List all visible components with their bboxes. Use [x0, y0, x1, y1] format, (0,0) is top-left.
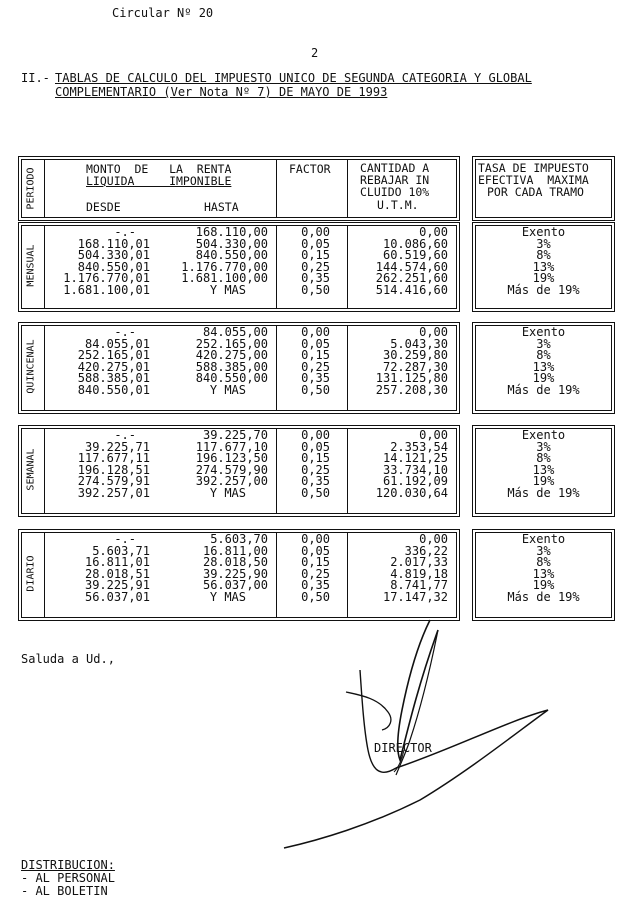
factor-cell: 0,35	[301, 578, 330, 592]
hasta-cell: 117.677,10	[195, 439, 268, 454]
tasa-cell: 8%	[536, 248, 551, 262]
factor-cell: 0,50	[301, 589, 330, 604]
factor-cell: 0,25	[301, 359, 330, 374]
desde-cell: 392.257,01	[77, 485, 150, 500]
desde-cell: -.-	[114, 225, 136, 239]
tasa-cell: 13%	[532, 359, 555, 374]
desde-cell: 39.225,91	[84, 578, 150, 592]
periodo-label: SEMANAL	[25, 448, 37, 491]
tasa-cell: Más de 19%	[507, 485, 580, 500]
tasa-header-line3: POR CADA TRAMO	[487, 185, 584, 199]
desde-cell: 84.055,01	[84, 336, 150, 351]
factor-cell: 0,00	[301, 428, 330, 442]
desde-cell: 5.603,71	[92, 543, 150, 558]
factor-cell: 0,05	[301, 236, 330, 251]
desde-cell: 420.275,01	[77, 359, 150, 374]
desde-cell: 196.128,51	[77, 462, 150, 477]
desde-cell: -.-	[114, 428, 136, 442]
factor-cell: 0,35	[301, 271, 330, 285]
desde-cell: -.-	[114, 325, 136, 339]
dist-item-personal: - AL PERSONAL	[21, 871, 115, 885]
desde-cell: 28.018,51	[84, 566, 150, 581]
column-divider	[44, 225, 45, 309]
tasa-cell: 3%	[536, 543, 551, 558]
periodo-label: QUINCENAL	[25, 339, 37, 394]
desde-cell: 39.225,71	[84, 439, 150, 454]
desde-cell: 1.681.100,01	[63, 282, 150, 297]
tasa-cell: 19%	[532, 371, 555, 385]
periodo-label: DIARIO	[25, 555, 37, 592]
hasta-header: HASTA	[204, 200, 239, 214]
tasa-cell: 19%	[532, 271, 555, 285]
hasta-cell: 39.225,70	[202, 428, 268, 442]
hasta-cell: 840.550,00	[195, 248, 268, 262]
factor-cell: 0,25	[301, 259, 330, 274]
hasta-cell: 1.176.770,00	[181, 259, 268, 274]
cantidad-cell: 144.574,60	[375, 259, 448, 274]
desde-cell: 252.165,01	[77, 348, 150, 362]
tasa-header-line1: TASA DE IMPUESTO	[478, 161, 589, 175]
cantidad-cell: 4.819,18	[390, 566, 448, 581]
cantidad-cell: 262.251,60	[375, 271, 448, 285]
cantidad-header-line2: REBAJAR IN	[360, 173, 430, 187]
tasa-header-line2: EFECTIVA MAXIMA	[478, 173, 589, 187]
column-divider	[347, 225, 348, 309]
tasa-cell: 19%	[532, 474, 555, 488]
desde-cell: 274.579,91	[77, 474, 150, 488]
cantidad-cell: 0,00	[419, 225, 448, 239]
hasta-cell: 16.811,00	[202, 543, 268, 558]
tasa-cell: 8%	[536, 348, 551, 362]
factor-cell: 0,00	[301, 325, 330, 339]
title-line-1: TABLAS DE CALCULO DEL IMPUESTO UNICO DE SEGUNDA CATEGORIA Y GLOBAL	[55, 71, 532, 85]
factor-cell: 0,50	[301, 485, 330, 500]
column-divider	[347, 428, 348, 514]
factor-cell: 0,15	[301, 248, 330, 262]
tasa-cell: Más de 19%	[507, 382, 580, 397]
desde-cell: 588.385,01	[77, 371, 150, 385]
tasa-cell: 3%	[536, 336, 551, 351]
hasta-cell: 56.037,00	[202, 578, 268, 592]
hasta-cell: 28.018,50	[202, 555, 268, 569]
factor-cell: 0,35	[301, 371, 330, 385]
factor-cell: 0,50	[301, 282, 330, 297]
factor-cell: 0,00	[301, 532, 330, 546]
cantidad-cell: 61.192,09	[382, 474, 448, 488]
factor-cell: 0,50	[301, 382, 330, 397]
desde-cell: 168.110,01	[77, 236, 150, 251]
factor-cell: 0,05	[301, 439, 330, 454]
tasa-cell: Exento	[521, 428, 566, 442]
cantidad-header-line4: U.T.M.	[377, 198, 419, 212]
hasta-cell: 392.257,00	[195, 474, 268, 488]
tasa-cell: Más de 19%	[507, 282, 580, 297]
desde-cell: 117.677,11	[77, 451, 150, 465]
hasta-cell: 504.330,00	[195, 236, 268, 251]
hasta-cell: 84.055,00	[202, 325, 268, 339]
hasta-cell: 196.123,50	[195, 451, 268, 465]
column-divider	[276, 225, 277, 309]
desde-cell: 840.550,01	[77, 259, 150, 274]
tasa-cell: 8%	[536, 451, 551, 465]
cantidad-cell: 257.208,30	[375, 382, 448, 397]
hasta-cell: Y MAS	[209, 282, 246, 297]
cantidad-cell: 14.121,25	[382, 451, 448, 465]
cantidad-cell: 33.734,10	[382, 462, 448, 477]
hasta-cell: Y MAS	[209, 485, 246, 500]
tasa-cell: Exento	[521, 225, 566, 239]
hasta-cell: 274.579,90	[195, 462, 268, 477]
cantidad-cell: 0,00	[419, 532, 448, 546]
monto-header-line2: LIQUIDA IMPONIBLE	[86, 174, 232, 188]
distribucion-label: DISTRIBUCION:	[21, 858, 115, 872]
factor-cell: 0,25	[301, 566, 330, 581]
page-number: 2	[311, 46, 319, 60]
cantidad-cell: 2.353,54	[390, 439, 448, 454]
column-divider	[276, 325, 277, 411]
factor-cell: 0,15	[301, 348, 330, 362]
dist-item-boletin: - AL BOLETIN	[21, 884, 108, 898]
column-divider	[44, 428, 45, 514]
director-signature	[270, 600, 570, 860]
tasa-cell: 3%	[536, 236, 551, 251]
column-divider	[347, 325, 348, 411]
cantidad-cell: 0,00	[419, 325, 448, 339]
column-divider	[44, 532, 45, 618]
factor-cell: 0,05	[301, 543, 330, 558]
tasa-cell: Exento	[521, 532, 566, 546]
hasta-cell: 39.225,90	[202, 566, 268, 581]
cantidad-header-line1: CANTIDAD A	[360, 161, 430, 175]
tasa-cell: 13%	[532, 259, 555, 274]
hasta-cell: 252.165,00	[195, 336, 268, 351]
director-label: DIRECTOR	[374, 741, 432, 755]
factor-cell: 0,00	[301, 225, 330, 239]
tasa-cell: 3%	[536, 439, 551, 454]
hasta-cell: 588.385,00	[195, 359, 268, 374]
tasa-cell: 8%	[536, 555, 551, 569]
tasa-cell: Más de 19%	[507, 589, 580, 604]
factor-cell: 0,35	[301, 474, 330, 488]
circular-number: Circular Nº 20	[112, 6, 214, 20]
tasa-cell: Exento	[521, 325, 566, 339]
hasta-cell: Y MAS	[209, 589, 246, 604]
hasta-cell: 840.550,00	[195, 371, 268, 385]
cantidad-cell: 131.125,80	[375, 371, 448, 385]
title-prefix: II.-	[21, 71, 50, 85]
cantidad-cell: 8.741,77	[390, 578, 448, 592]
cantidad-cell: 30.259,80	[382, 348, 448, 362]
factor-cell: 0,25	[301, 462, 330, 477]
column-divider	[276, 428, 277, 514]
cantidad-header-line3: CLUIDO 10%	[360, 185, 430, 199]
desde-cell: 56.037,01	[84, 589, 150, 604]
cantidad-cell: 336,22	[404, 543, 448, 558]
cantidad-cell: 17.147,32	[382, 589, 448, 604]
hasta-cell: 5.603,70	[210, 532, 268, 546]
tasa-cell: 13%	[532, 462, 555, 477]
tasa-cell: 19%	[532, 578, 555, 592]
desde-cell: 840.550,01	[77, 382, 150, 397]
column-divider	[44, 325, 45, 411]
hasta-cell: 420.275,00	[195, 348, 268, 362]
cantidad-cell: 2.017,33	[390, 555, 448, 569]
title-line-2: COMPLEMENTARIO (Ver Nota Nº 7) DE MAYO DE 1993	[55, 85, 388, 99]
cantidad-cell: 120.030,64	[375, 485, 448, 500]
factor-cell: 0,05	[301, 336, 330, 351]
cantidad-cell: 10.086,60	[382, 236, 448, 251]
factor-cell: 0,15	[301, 451, 330, 465]
hasta-cell: 1.681.100,00	[181, 271, 268, 285]
monto-header-line1: MONTO DE LA RENTA	[86, 162, 232, 176]
desde-cell: 16.811,01	[84, 555, 150, 569]
desde-cell: -.-	[114, 532, 136, 546]
cantidad-cell: 5.043,30	[390, 336, 448, 351]
cantidad-cell: 60.519,60	[382, 248, 448, 262]
factor-header: FACTOR	[289, 162, 331, 176]
saluda-text: Saluda a Ud.,	[21, 652, 115, 666]
desde-header: DESDE	[86, 200, 121, 214]
cantidad-cell: 72.287,30	[382, 359, 448, 374]
desde-cell: 504.330,01	[77, 248, 150, 262]
periodo-header: PERIODO	[25, 167, 37, 210]
cantidad-cell: 514.416,60	[375, 282, 448, 297]
factor-cell: 0,15	[301, 555, 330, 569]
cantidad-cell: 0,00	[419, 428, 448, 442]
tasa-cell: 13%	[532, 566, 555, 581]
hasta-cell: Y MAS	[209, 382, 246, 397]
hasta-cell: 168.110,00	[195, 225, 268, 239]
desde-cell: 1.176.770,01	[63, 271, 150, 285]
periodo-label: MENSUAL	[25, 244, 37, 287]
